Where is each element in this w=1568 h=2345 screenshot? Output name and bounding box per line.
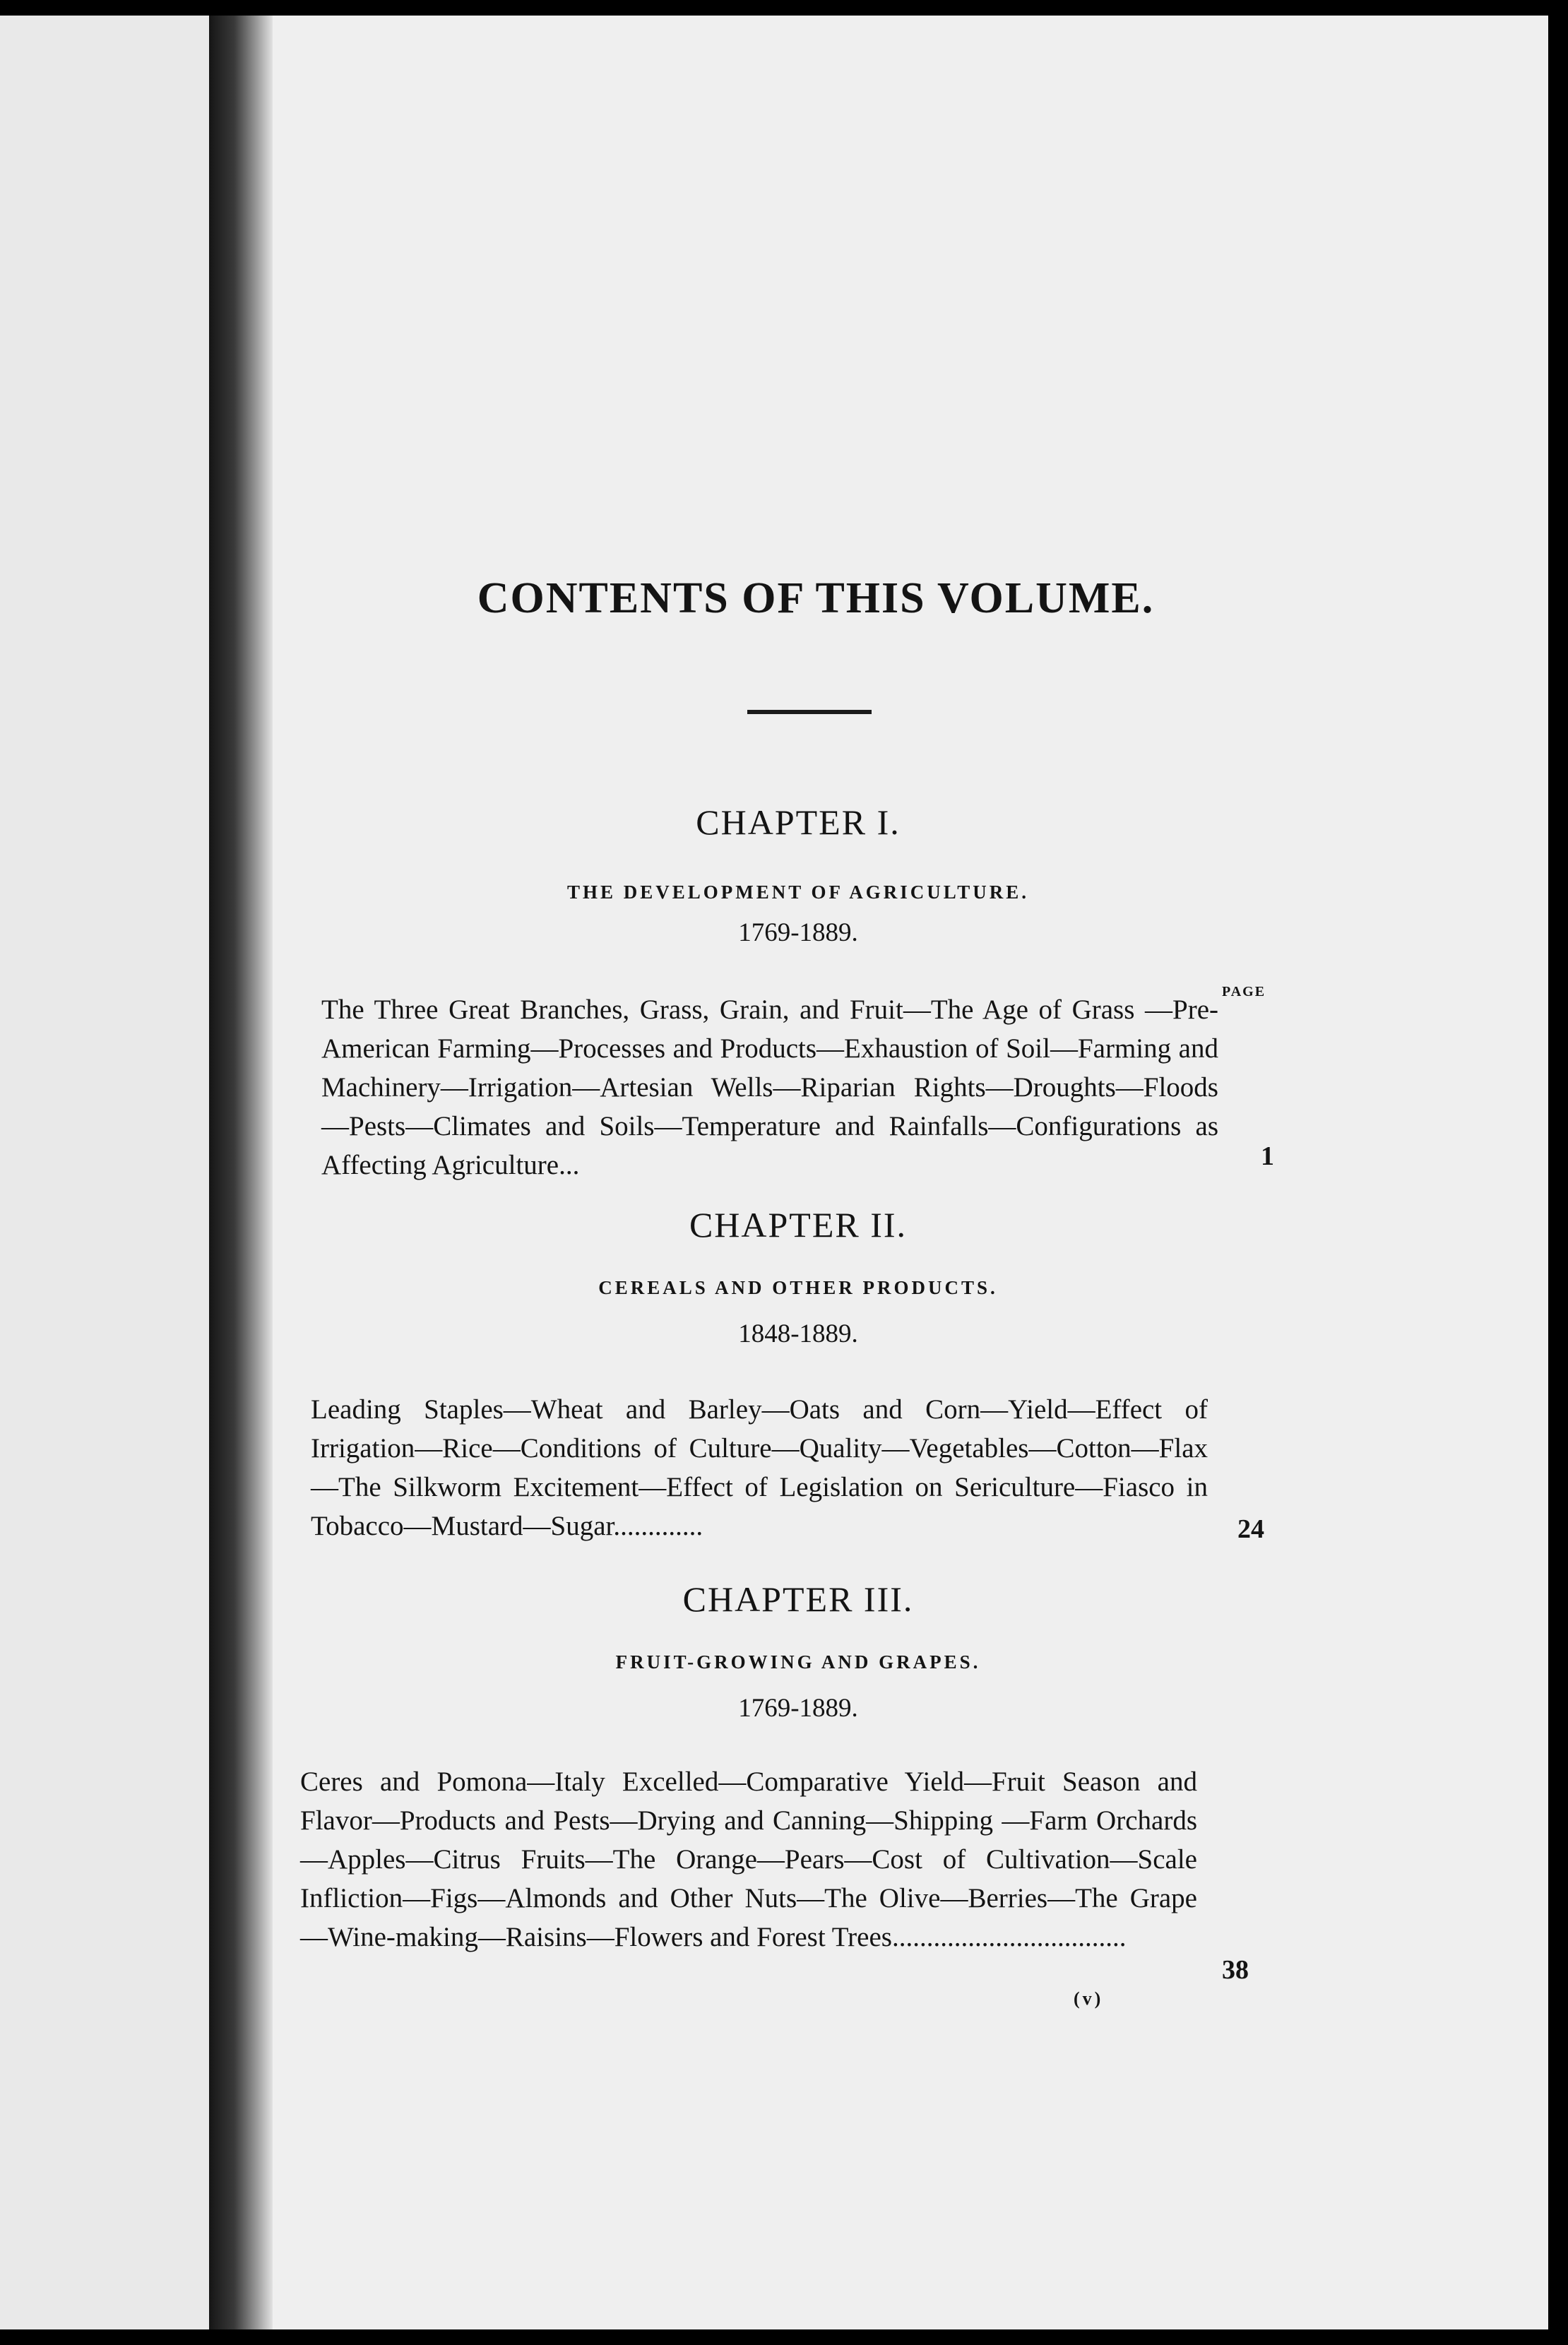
chapter-subject: THE DEVELOPMENT OF AGRICULTURE. [566,881,1030,903]
chapter-heading: CHAPTER III. [682,1579,914,1619]
chapter-subject: CEREALS AND OTHER PRODUCTS. [598,1277,998,1298]
chapter-heading: CHAPTER II. [689,1205,908,1245]
chapter-dates: 1848-1889. [738,1319,858,1348]
chapter-dates: 1769-1889. [738,1694,858,1723]
page-title: CONTENTS OF THIS VOLUME. [477,574,1155,622]
chapter-1-summary: The Three Great Branches, Grass, Grain, and Fruit—The Age of Grass —Pre-American Farming—Processes and Products—Exhaustion of Soil—Farming and Machinery—Irrigation—Artesian Wells—Riparian Rights—Droughts—Floods—Pests—Climates and Soils—Temperature and Rainfalls—Configurations as Affecting Agriculture... [321,995,1218,1180]
chapter-3-header [297,1579,1300,1723]
folio: (v) [1074,1988,1104,2009]
facing-page [0,16,209,2329]
title-rule [747,710,872,714]
chapter-2-summary: Leading Staples—Wheat and Barley—Oats and Corn—Yield—Effect of Irrigation—Rice—Conditions of Culture—Quality—Vegetables—Cotton—Flax—The Silkworm Excitement—Effect of Legislation on Sericulture—Fiasco in Tobacco—Mustard—Sugar............. [311,1394,1208,1541]
chapter-dates: 1769-1889. [738,918,858,947]
chapter-3-summary: Ceres and Pomona—Italy Excelled—Comparative Yield—Fruit Season and Flavor—Products and Pests—Drying and Canning—Shipping —Farm Orchards—Apples—Citrus Fruits—The Orange—Pears—Cost of Cultivation—Scale Infliction—Figs—Almonds and Other Nuts—The Olive—Berries—The Grape—Wine-making—Raisins—Flowers and Forest Trees.................................. [300,1767,1197,1952]
page-column-label: PAGE [1222,984,1266,999]
book-gutter-shadow [209,16,273,2329]
chapter-1-header [297,802,1300,948]
chapter-1-page-number: 1 [1261,1141,1274,1171]
chapter-2-page-number: 24 [1237,1514,1264,1544]
chapter-heading: CHAPTER I. [696,802,901,842]
chapter-3-page-number: 38 [1222,1955,1249,1985]
chapter-2-header [297,1204,1300,1349]
chapter-subject: FRUIT-GROWING AND GRAPES. [615,1651,981,1673]
